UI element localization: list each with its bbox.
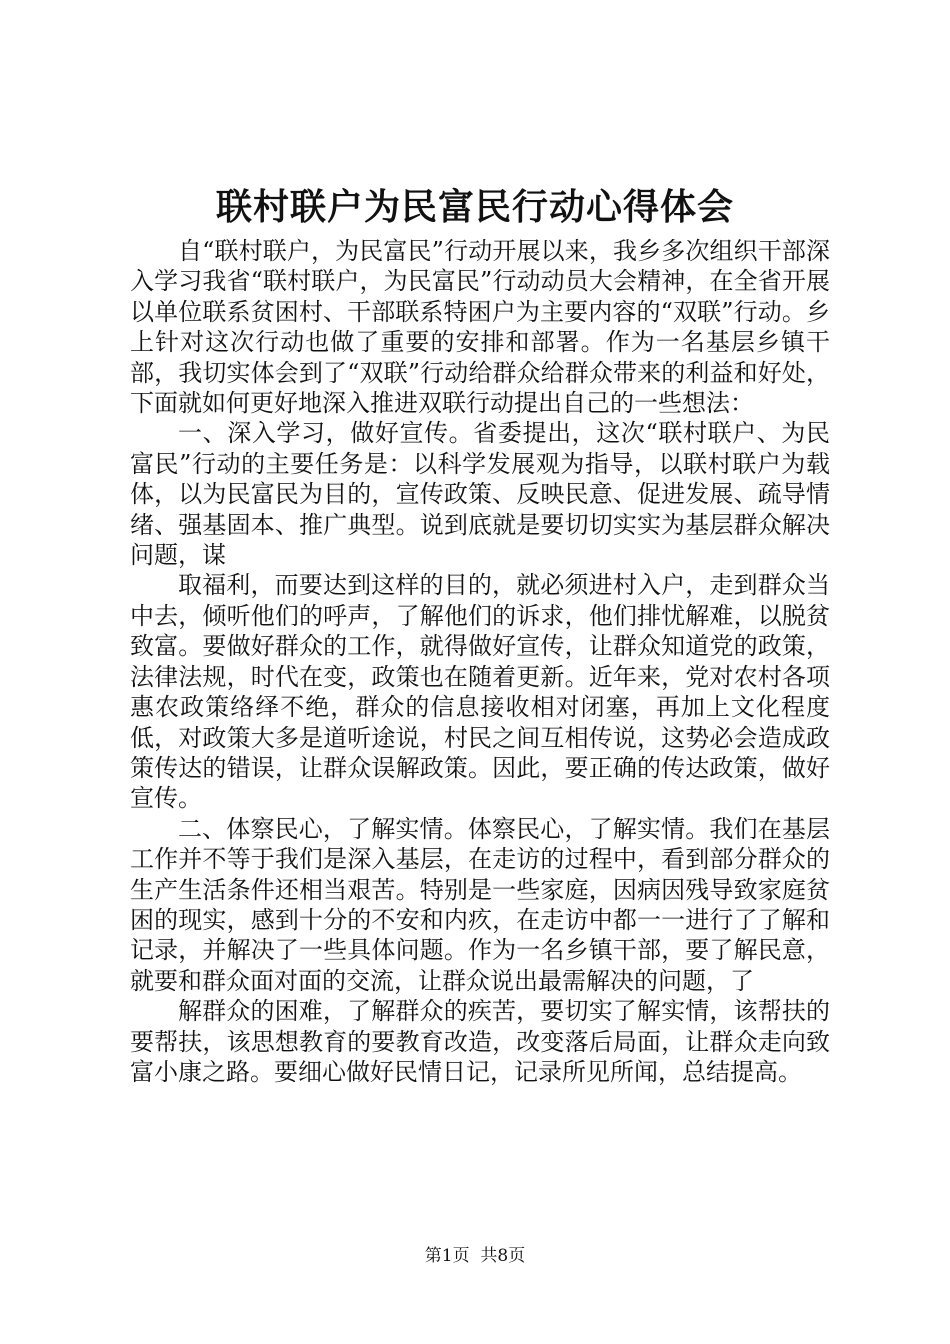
page-total: 共8页 (480, 1246, 526, 1266)
document-title: 联村联户为民富民行动心得体会 (215, 186, 734, 228)
page-footer (0, 1244, 950, 1268)
paragraph-section-one-continued: 取福利，而要达到这样的目的，就必须进村入户，走到群众当中去，倾听他们的呼声，了解他们的诉求，他们排忧解难，以脱贫致富。要做好群众的工作，就得做好宣传，让群众知道党的政策，法律法规，时代在变，政策也在随着更新。近年来，党对农村各项惠农政策络绎不绝，群众的信息接收相对闭塞，再加上文化程度低，对政策大多是道听途说，村民之间互相传说，这势必会造成政策传达的错误，让群众误解政策。因此，要正确的传达政策，做好宣传。 (130, 571, 830, 813)
paragraph-section-two-continued: 解群众的困难，了解群众的疾苦，要切实了解实情，该帮扶的要帮扶，该思想教育的要教育改造，改变落后局面，让群众走向致富小康之路。要细心做好民情日记，记录所见所闻，总结提高。 (130, 997, 830, 1086)
paragraph-section-one: 一、深入学习，做好宣传。省委提出，这次“联村联户、为民富民”行动的主要任务是：以科学发展观为指导，以联村联户为载体，以为民富民为目的，宣传政策、反映民意、促进发展、疏导情绪、强基固本、推广典型。说到底就是要切切实实为基层群众解决问题，谋 (130, 419, 830, 570)
paragraph-section-two: 二、体察民心，了解实情。体察民心，了解实情。我们在基层工作并不等于我们是深入基层，在走访的过程中，看到部分群众的生产生活条件还相当艰苦。特别是一些家庭，因病因残导致家庭贫困的现实，感到十分的不安和内疚，在走访中都一一进行了了解和记录，并解决了一些具体问题。作为一名乡镇干部，要了解民意，就要和群众面对面的交流，让群众说出最需解决的问题，了 (130, 814, 830, 995)
page-number: 第1页 (424, 1246, 470, 1266)
paragraph-intro: 自“联村联户，为民富民”行动开展以来，我乡多次组织干部深入学习我省“联村联户，为民富民”行动动员大会精神，在全省开展以单位联系贫困村、干部联系特困户为主要内容的“双联”行动。乡上针对这次行动也做了重要的安排和部署。作为一名基层乡镇干部，我切实体会到了“双联”行动给群众给群众带来的利益和好处，下面就如何更好地深入推进双联行动提出自己的一些想法： (130, 237, 830, 418)
document-body (130, 236, 830, 1087)
